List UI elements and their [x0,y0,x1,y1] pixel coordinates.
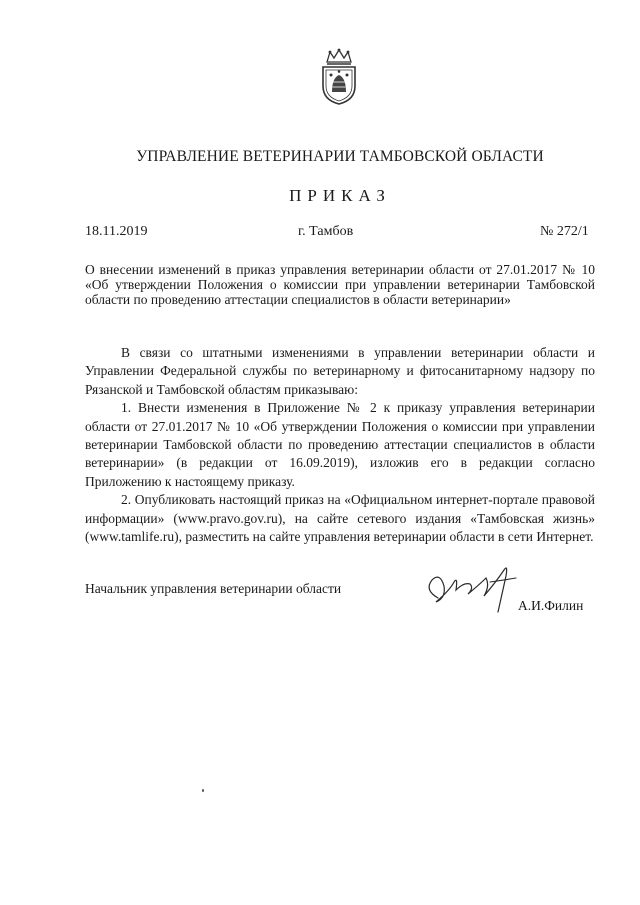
scan-speck [202,789,204,792]
document-type: ПРИКАЗ [289,186,391,205]
order-city: г. Тамбов [298,224,354,239]
order-body [85,344,595,546]
body-intro: В связи со штатными изменениями в управлении ветеринарии области и Управлении Федеральной службы по ветеринарному и фитосанитарному надзору по Рязанской и Тамбовской областям приказываю: [85,345,595,397]
body-item-2: 2. Опубликовать настоящий приказ на «Официальном интернет-портале правовой информации» (www.pravo.gov.ru), на сайте сетевого издания «Тамбовская жизнь» (www.tamlife.ru), разместить на сайте управления ветеринарии области в сети Интернет. [85,492,595,545]
order-number: № 272/1 [540,224,589,239]
order-subject: О внесении изменений в приказ управления ветеринарии области от 27.01.2017 № 10 «Об утверждении Положения о комиссии при управлении ветеринарии Тамбовской области по проведению аттестации специалистов в области ветеринарии» [85,262,595,307]
signatory-position: Начальник управления ветеринарии области [85,581,342,596]
agency-name: УПРАВЛЕНИЕ ВЕТЕРИНАРИИ ТАМБОВСКОЙ ОБЛАСТИ [136,148,544,165]
order-date: 18.11.2019 [85,224,148,239]
signatory-name: А.И.Филин [518,598,584,613]
body-item-1: 1. Внести изменения в Приложение № 2 к приказу управления ветеринарии области от 27.01.2017 № 10 «Об утверждении Положения о комиссии при управлении ветеринарии Тамбовской области по проведению аттестации специалистов в области ветеринарии» (в редакции от 16.09.2019), изложив его в редакции согласно Приложению к настоящему приказу. [85,400,595,489]
coat-of-arms-icon [318,48,360,106]
handwritten-signature-icon [420,560,530,620]
